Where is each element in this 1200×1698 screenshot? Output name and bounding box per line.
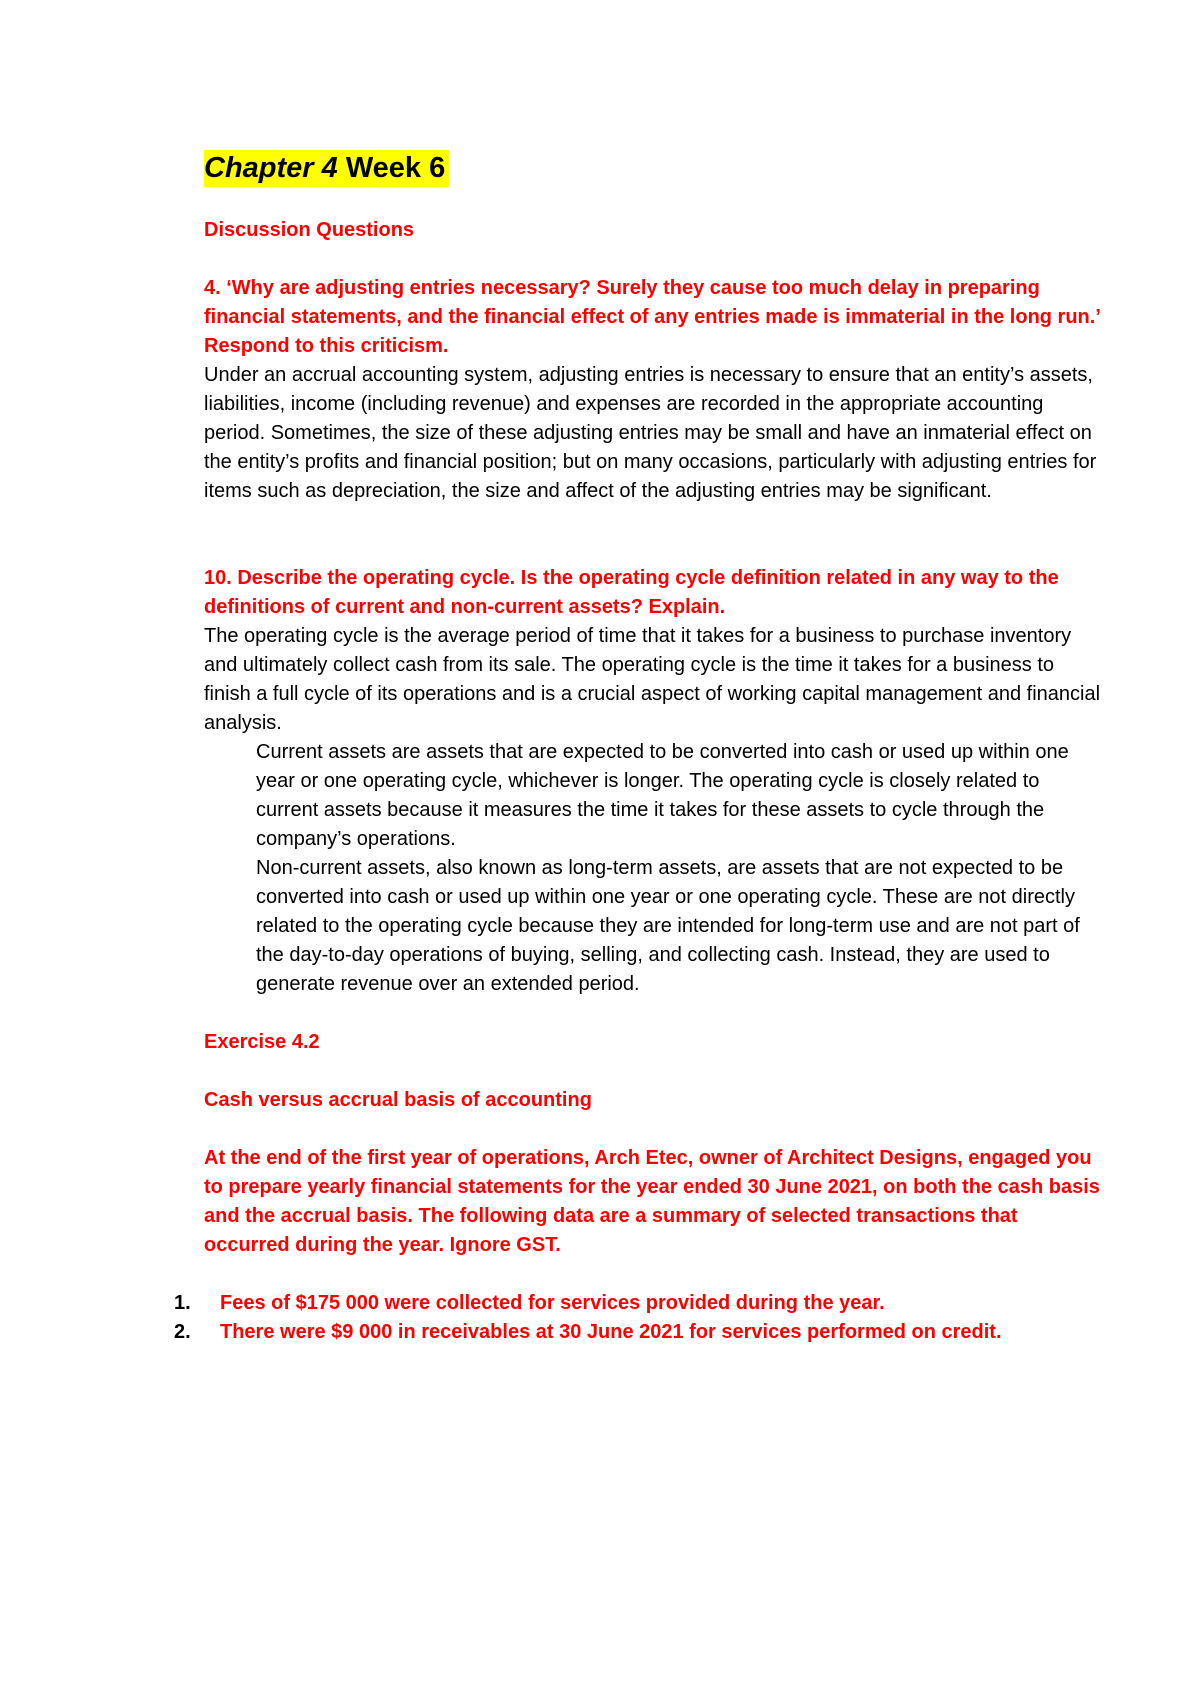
discussion-heading: Discussion Questions bbox=[204, 219, 415, 241]
q10-question: 10. Describe the operating cycle. Is the operating cycle definition related in any way to the definitions of current and non-current assets? Explain. bbox=[204, 567, 1059, 618]
q4-answer: Under an accrual accounting system, adjusting entries is necessary to ensure that an entity’s assets, liabilities, income (including revenue) and expenses are recorded in the appropriate accounting period. Sometimes, the size of these adjusting entries may be small and have an inmaterial effect on the entity’s profits and financial position; but on many occasions, particularly with adjusting entries for items such as depreciation, the size and affect of the adjusting entries may be significant. bbox=[204, 364, 1097, 502]
document-content bbox=[174, 150, 1104, 1347]
q10-answer-line1: The operating cycle is the average period of time that it takes for a business to purchase inventory bbox=[204, 625, 1072, 647]
q10-non-current-assets: Non-current assets, also known as long-term assets, are assets that are not expected to be converted into cash or used up within one year or one operating cycle. These are not directly related to the operating cycle because they are intended for long-term use and are not part of the day-to-day operations of buying, selling, and collecting cash. Instead, they are used to generate revenue over an extended period. bbox=[256, 857, 1080, 995]
list-item-number: 1. bbox=[174, 1292, 191, 1314]
exercise-subheading: Cash versus accrual basis of accounting bbox=[204, 1089, 592, 1111]
list-item bbox=[174, 1289, 1104, 1318]
list-item bbox=[174, 1318, 1104, 1347]
title-chapter: Chapter 4 bbox=[204, 152, 338, 184]
exercise-intro: At the end of the first year of operations, Arch Etec, owner of Architect Designs, engaged you to prepare yearly financial statements for the year ended 30 June 2021, on both the cash basis and the accrual basis. The following data are a summary of selected transactions that occurred during the year. Ignore GST. bbox=[204, 1147, 1100, 1256]
exercise-items-list bbox=[174, 1289, 1104, 1347]
title-week: Week 6 bbox=[345, 152, 446, 184]
list-item-text: There were $9 000 in receivables at 30 June 2021 for services performed on credit. bbox=[220, 1321, 1002, 1343]
q10-answer-line2: and ultimately collect cash from its sale. The operating cycle is the time it takes for a business to finish a full cycle of its operations and is a crucial aspect of working capital management and financial analysis. bbox=[204, 654, 1101, 734]
q4-question: 4. ‘Why are adjusting entries necessary? Surely they cause too much delay in preparing financial statements, and the financial effect of any entries made is immaterial in the long run.’ Respond to this criticism. bbox=[204, 277, 1100, 357]
list-item-text: Fees of $175 000 were collected for services provided during the year. bbox=[220, 1292, 885, 1314]
q10-current-assets: Current assets are assets that are expected to be converted into cash or used up within one year or one operating cycle, whichever is longer. The operating cycle is closely related to current assets because it measures the time it takes for these assets to cycle through the company’s operations. bbox=[256, 741, 1069, 850]
list-item-number: 2. bbox=[174, 1321, 191, 1343]
page-title bbox=[204, 150, 449, 187]
exercise-heading: Exercise 4.2 bbox=[204, 1031, 320, 1053]
